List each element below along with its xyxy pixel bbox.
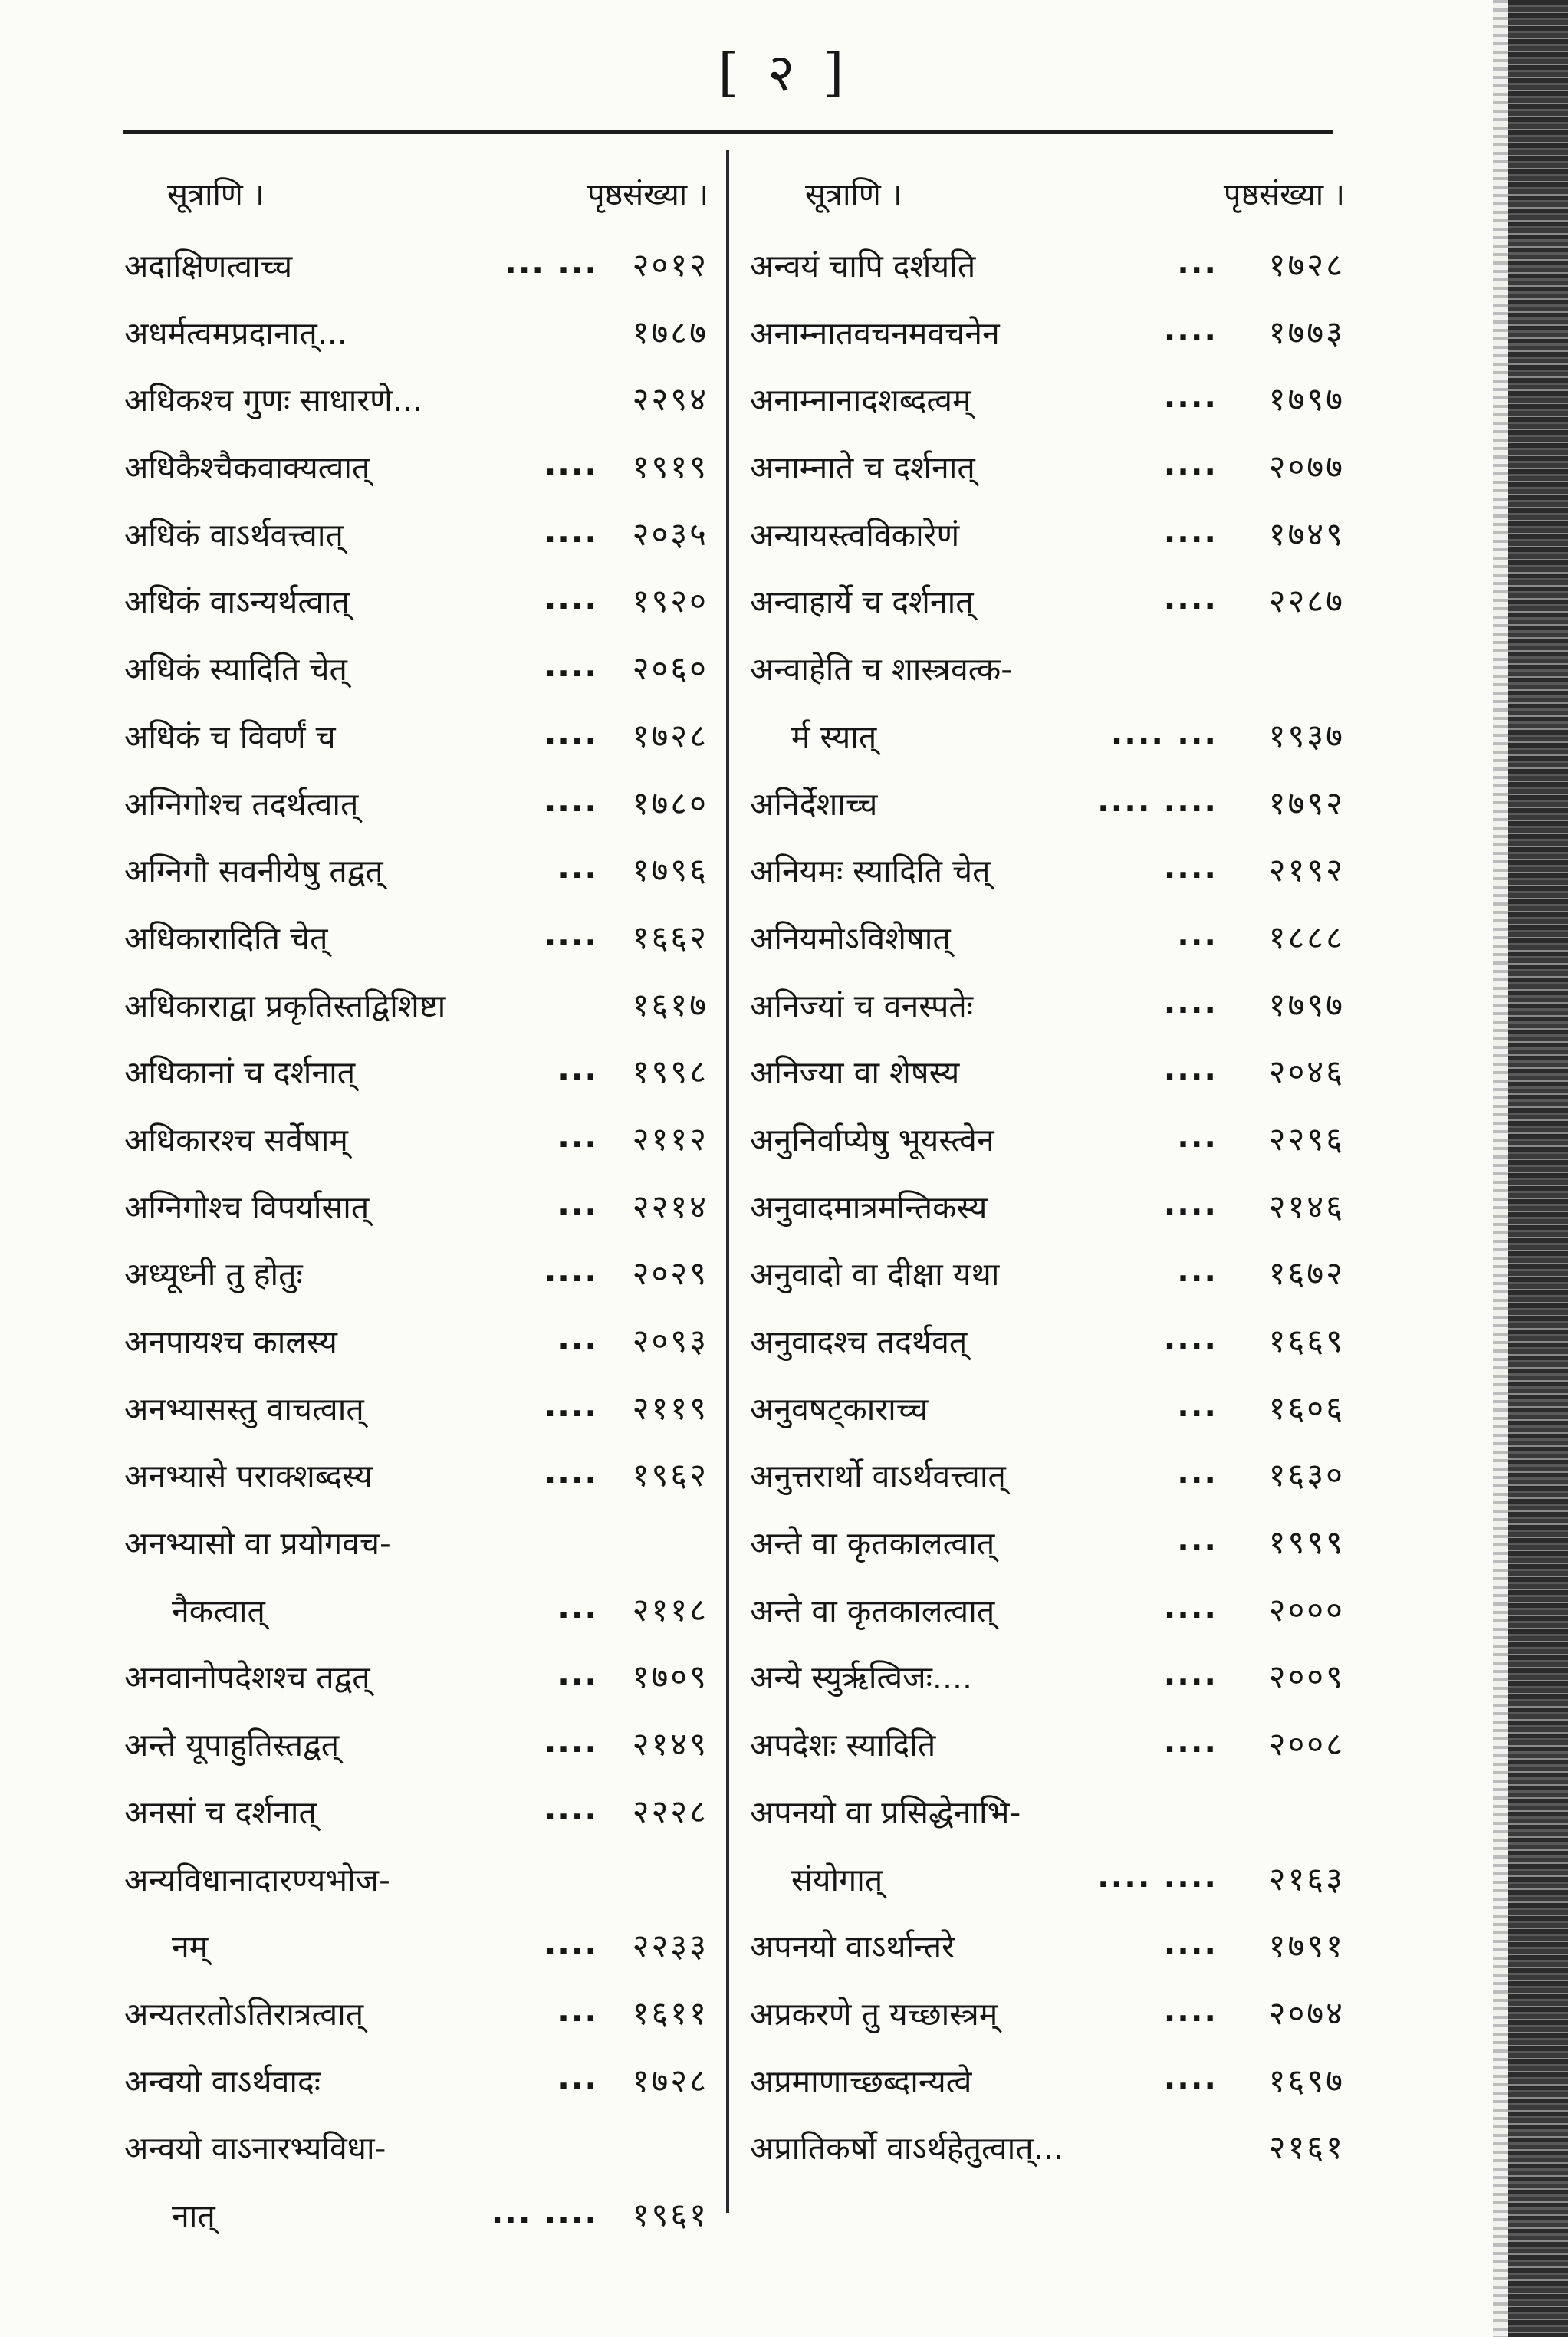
index-entry (744, 1172, 1349, 1239)
page-number-ref: १७२८ (1268, 246, 1345, 284)
index-entry (123, 1507, 713, 1575)
index-entry (123, 1440, 713, 1507)
sutra-text: अधिकं वाऽर्थवत्त्वात् (124, 516, 344, 554)
sutra-text: अधिकं स्यादिति चेत् (124, 651, 347, 689)
leader-dots: ... (557, 1655, 598, 1693)
leader-dots: .... (1163, 1588, 1218, 1625)
index-entry (744, 1642, 1349, 1709)
sutra-text: अनभ्यासस्तु वाचत्वात् (124, 1390, 364, 1428)
leader-dots: .... (1163, 1320, 1218, 1356)
sutra-text: अन्वयो वाऽनारभ्यविधा- (124, 2130, 386, 2168)
leader-dots: ... (557, 849, 598, 886)
sutra-text: अनिर्देशाच्च (750, 785, 878, 823)
index-entry (123, 1373, 713, 1441)
page-number-ref: २००९ (1268, 1658, 1345, 1696)
page-number-ref: २२३३ (632, 1927, 708, 1965)
index-entry (123, 1642, 713, 1709)
index-entry (744, 432, 1349, 499)
sutra-text: अन्ते वा कृतकालत्वात् (750, 1525, 995, 1563)
page-number-ref: २००० (1268, 1590, 1345, 1629)
index-entry (744, 566, 1349, 633)
leader-dots: ... (557, 1050, 598, 1088)
sutra-text: अन्ते यूपाहुतिस्तद्वत् (124, 1727, 340, 1764)
index-entry (123, 364, 713, 432)
page-number-ref: १७९२ (1268, 784, 1345, 822)
leader-dots: .... (544, 580, 598, 617)
sutra-text: अन्यतरतोऽतिरात्रत्वात् (124, 1995, 364, 2033)
sutra-text: नात् (172, 2197, 215, 2234)
leader-dots: .... (544, 1790, 598, 1827)
sutra-text: अन्वाहार्ये च दर्शनात् (750, 583, 974, 621)
right-column-header (744, 163, 1349, 230)
index-entry (744, 1238, 1349, 1306)
sutra-text: अनाम्नानादशब्दत्वम् (750, 382, 971, 419)
leader-dots: .... (544, 714, 598, 751)
sutra-text: अप्रकरणे तु यच्छास्त्रम् (750, 1995, 998, 2033)
sutra-text: अधिकारादिति चेत् (124, 919, 328, 957)
page-number-ref: १७८७ (632, 313, 708, 351)
sutra-text: अनभ्यासो वा प्रयोगवच- (124, 1525, 391, 1563)
sutra-text: अनसां च दर्शनात् (124, 1793, 317, 1831)
sutra-text: अनपायश्च कालस्य (124, 1323, 337, 1360)
page-count-heading: पृष्ठसंख्या । (1223, 177, 1345, 212)
page-number-ref: १७९६ (632, 851, 708, 889)
page-number-ref: २१४९ (632, 1725, 708, 1763)
index-entry (744, 1373, 1349, 1441)
index-entry (123, 1911, 713, 1978)
page-number-ref: २१६३ (1268, 1859, 1345, 1898)
index-entry (744, 297, 1349, 365)
sutra-text: अग्निगौ सवनीयेषु तद्वत् (124, 853, 383, 890)
sutra-text: अनाम्नाते च दर्शनात् (750, 449, 975, 487)
leader-dots: ... (1177, 1117, 1218, 1155)
page-number-ref: १७२८ (632, 716, 708, 754)
leader-dots: .... (1163, 1723, 1218, 1760)
sutra-text: अनिज्यां च वनस्पतेः (750, 987, 974, 1024)
leader-dots: ... .... (491, 2193, 598, 2230)
index-entry (123, 1172, 713, 1239)
page-edge-shadow (1493, 0, 1508, 2337)
leader-dots: .... .... (1097, 1857, 1218, 1895)
index-entry (744, 970, 1349, 1037)
index-entry (123, 432, 713, 499)
index-entry (123, 297, 713, 365)
leader-dots: .... (1163, 1185, 1218, 1222)
sutra-text: अन्यायस्त्वविकारेणं (750, 516, 960, 554)
index-entry (123, 1575, 713, 1642)
leader-dots: .... (1163, 311, 1218, 348)
leader-dots: ... (1177, 1386, 1218, 1424)
leader-dots: .... ... (1110, 714, 1218, 751)
sutra-text: अधिकानां च दर्शनात् (124, 1054, 356, 1092)
sutra-text: अपनयो वाऽर्थान्तरे (750, 1928, 955, 1966)
leader-dots: .... (1163, 512, 1218, 550)
index-entry (123, 2180, 713, 2247)
leader-dots: .... (544, 647, 598, 685)
page-number-ref: १६१७ (632, 985, 708, 1024)
page-number-ref: १९१९ (632, 448, 708, 486)
page-number-ref: १६०६ (1268, 1389, 1345, 1427)
index-entry (744, 633, 1349, 701)
left-column-header (123, 163, 713, 230)
right-entry-list (744, 230, 1349, 2180)
sutra-text: अन्वयं चापि दर्शयति (750, 248, 976, 284)
sutra-text: अन्ये स्युर्ऋत्विजः.... (750, 1659, 973, 1697)
index-entry (744, 1575, 1349, 1642)
index-entry (744, 499, 1349, 567)
page-number-ref: १९९८ (632, 1053, 708, 1091)
sutra-text: अनियमः स्यादिति चेत् (750, 853, 991, 890)
page-number-ref: १६११ (632, 1994, 708, 2032)
leader-dots: ... ... (505, 244, 598, 281)
page-number-ref: १७७३ (1268, 313, 1345, 351)
leader-dots: .... (544, 915, 598, 953)
page-number-ref: १८८८ (1268, 918, 1345, 956)
index-entry (744, 902, 1349, 970)
page-number-ref: २०७४ (1268, 1994, 1345, 2032)
left-entry-list (123, 230, 713, 2247)
sutra-text: अनियमोऽविशेषात् (750, 919, 951, 957)
leader-dots: .... (544, 1386, 598, 1424)
sutra-text: अग्निगोश्च विपर्यासात् (124, 1188, 370, 1226)
index-entry (744, 701, 1349, 768)
index-entry (123, 1104, 713, 1172)
page-number-ref: २०७७ (1268, 448, 1345, 486)
leader-dots: .... (544, 1252, 598, 1290)
index-entry (123, 1709, 713, 1777)
page-number: [ २ ] (718, 43, 850, 104)
leader-dots: ... (1177, 915, 1218, 953)
sutra-text: अधर्मत्वमप्रदानात्... (124, 314, 347, 352)
page-number-ref: २०२९ (632, 1254, 708, 1293)
index-entry (123, 902, 713, 970)
index-entry (123, 1844, 713, 1911)
sutra-text: संयोगात् (791, 1861, 883, 1898)
page-number-ref: १७४९ (1268, 514, 1345, 553)
index-entry (744, 1037, 1349, 1104)
leader-dots: ... (557, 1185, 598, 1222)
page-number-ref: २१९२ (1268, 851, 1345, 889)
leader-dots: ... (557, 1117, 598, 1155)
leader-dots: ... (1177, 1521, 1218, 1559)
leader-dots: ... (1177, 1454, 1218, 1491)
index-entry (744, 835, 1349, 902)
leader-dots: .... (1163, 445, 1218, 483)
column-divider (726, 150, 729, 2213)
sutra-text: अपदेशः स्यादिति (750, 1727, 936, 1764)
sutra-text: अप्रातिकर्षो वाऽर्थहेतुत्वात्... (750, 2130, 1063, 2168)
page-number-ref: १७२८ (632, 2061, 708, 2099)
sutra-text: अनुनिर्वाप्येषु भूयस्त्वेन (750, 1121, 994, 1159)
index-entry (744, 768, 1349, 836)
page-number-ref: १९२० (632, 582, 708, 620)
page-number-ref: १९६१ (632, 2195, 708, 2233)
page-number-ref: २११२ (632, 1119, 708, 1158)
page-number-ref: १६७२ (1268, 1254, 1345, 1293)
sutra-text: अधिकैश्चैकवाक्यत्वात् (124, 449, 370, 487)
leader-dots: ... (557, 1588, 598, 1625)
index-entry (744, 1306, 1349, 1373)
leader-dots: .... (1163, 849, 1218, 886)
page-number-ref: १६६९ (1268, 1322, 1345, 1359)
leader-dots: .... (1163, 378, 1218, 416)
sutra-text: अन्ते वा कृतकालत्वात् (750, 1592, 995, 1629)
leader-dots: .... (1163, 2059, 1218, 2096)
sutra-text: नम् (172, 1928, 209, 1966)
sutra-text: अन्वयो वाऽर्थवादः (124, 2063, 321, 2100)
leader-dots: .... (1163, 1991, 1218, 2029)
sutra-text: र्म स्यात् (791, 718, 877, 755)
page-number-ref: १६६२ (632, 918, 708, 956)
sutra-text: अप्रमाणाच्छब्दान्यत्वे (750, 2063, 972, 2100)
index-entry (123, 1037, 713, 1104)
index-entry (123, 2046, 713, 2113)
index-entry (123, 2112, 713, 2180)
index-entry (744, 2112, 1349, 2180)
index-entry (744, 2046, 1349, 2113)
page-number-ref: २०३५ (632, 514, 708, 553)
index-entry (123, 566, 713, 633)
page-number-ref: १७९७ (1268, 985, 1345, 1024)
right-column (744, 163, 1349, 2180)
sutra-text: अनवानोपदेशश्च तद्वत् (124, 1659, 370, 1697)
index-entry (123, 633, 713, 701)
index-entry (123, 768, 713, 836)
leader-dots: .... (544, 512, 598, 550)
page-number-ref: २१६१ (1268, 2128, 1345, 2167)
leader-dots: ... (1177, 244, 1218, 281)
sutra-text: अधिकं वाऽन्यर्थत्वात् (124, 583, 350, 621)
page-number-ref: २०१२ (632, 246, 708, 284)
sutra-text: नैकत्वात् (172, 1592, 265, 1629)
page-number-ref: १९९९ (1268, 1523, 1345, 1562)
page-number-ref: २२२८ (632, 1792, 708, 1830)
sutra-text: अनिज्या वा शेषस्य (750, 1054, 960, 1092)
leader-dots: .... (1163, 580, 1218, 617)
leader-dots: ... (1177, 1252, 1218, 1290)
index-entry (744, 1104, 1349, 1172)
leader-dots: .... (544, 781, 598, 819)
index-entry (123, 1238, 713, 1306)
leader-dots: .... (1163, 1050, 1218, 1088)
page-count-heading: पृष्ठसंख्या । (587, 177, 708, 212)
index-entry (744, 1507, 1349, 1575)
index-entry (744, 1777, 1349, 1844)
index-entry (744, 1978, 1349, 2046)
leader-dots: .... .... (1097, 781, 1218, 819)
leader-dots: ... (557, 1320, 598, 1356)
index-entry (744, 1844, 1349, 1911)
page-number-ref: २०४६ (1268, 1053, 1345, 1091)
sutra-text: अनुत्तरार्थो वाऽर्थवत्त्वात् (750, 1458, 1006, 1495)
binding-edge (1508, 0, 1568, 2337)
page-number-ref: २२९६ (1268, 1119, 1345, 1158)
page-number-ref: १७०९ (632, 1658, 708, 1696)
sutra-text: अध्यूध्नी तु होतुः (124, 1256, 303, 1293)
sutra-text: अन्वाहेति च शास्त्रवत्क- (750, 651, 1013, 689)
page-number-ref: २२१४ (632, 1187, 708, 1225)
sutra-text: अनुवषट्काराच्च (750, 1390, 929, 1428)
page-number-ref: १९३७ (1268, 716, 1345, 754)
index-entry (744, 1911, 1349, 1978)
sutra-text: अपनयो वा प्रसिद्धेनाभि- (750, 1793, 1021, 1831)
sutra-text: अनुवादमात्रमन्तिकस्य (750, 1188, 988, 1226)
page-number-ref: २०९३ (632, 1322, 708, 1359)
index-entry (744, 230, 1349, 297)
sutra-text: अधिकाराद्वा प्रकृतिस्तद्विशिष्टा (124, 987, 446, 1024)
page-number-ref: १६३० (1268, 1456, 1345, 1494)
sutra-heading: सूत्राणि । (167, 177, 265, 212)
sutra-text: अन्यविधानादारण्यभोज- (124, 1861, 390, 1898)
leader-dots: .... (544, 1723, 598, 1760)
sutra-text: अधिकं च विवर्णं च (124, 718, 336, 755)
leader-dots: .... (1163, 983, 1218, 1021)
left-column (123, 163, 713, 2247)
page-number-ref: १७८० (632, 784, 708, 822)
leader-dots: .... (544, 1924, 598, 1962)
page-number-ref: १७९१ (1268, 1927, 1345, 1965)
leader-dots: ... (557, 2059, 598, 2096)
page-number-ref: २२८७ (1268, 582, 1345, 620)
index-entry (744, 1709, 1349, 1777)
index-entry (744, 364, 1349, 432)
page-number-ref: २१४६ (1268, 1187, 1345, 1225)
page-number-ref: २००८ (1268, 1725, 1345, 1763)
index-entry (123, 970, 713, 1037)
top-rule (123, 130, 1333, 134)
leader-dots: .... (1163, 1924, 1218, 1962)
index-entry (123, 1777, 713, 1844)
sutra-text: अग्निगोश्च तदर्थत्वात् (124, 785, 359, 823)
leader-dots: .... (1163, 1655, 1218, 1693)
index-entry (123, 499, 713, 567)
sutra-text: अधिकारश्च सर्वेषाम् (124, 1121, 348, 1159)
page-number-ref: १९६२ (632, 1456, 708, 1494)
page-number-ref: २११८ (632, 1590, 708, 1629)
page-number-ref: १६९७ (1268, 2061, 1345, 2099)
sutra-text: अदाक्षिणत्वाच्च (124, 248, 293, 284)
sutra-text: अनभ्यासे पराक्शब्दस्य (124, 1458, 373, 1495)
index-entry (123, 701, 713, 768)
index-entry (123, 230, 713, 297)
sutra-text: अनुवादश्च तदर्थवत् (750, 1323, 968, 1360)
leader-dots: ... (557, 1991, 598, 2029)
sutra-heading: सूत्राणि । (805, 177, 902, 212)
index-entry (123, 1978, 713, 2046)
page-number-ref: २२९४ (632, 380, 708, 419)
leader-dots: .... (544, 445, 598, 483)
page-number-ref: २०६० (632, 649, 708, 688)
index-entry (744, 1440, 1349, 1507)
sutra-text: अधिकश्च गुणः साधारणे... (124, 382, 422, 419)
index-entry (123, 1306, 713, 1373)
page-number-ref: २११९ (632, 1389, 708, 1427)
sutra-text: अनाम्नातवचनमवचनेन (750, 314, 1000, 352)
page-number-ref: १७९७ (1268, 380, 1345, 419)
leader-dots: .... (544, 1454, 598, 1491)
sutra-text: अनुवादो वा दीक्षा यथा (750, 1256, 1000, 1293)
index-entry (123, 835, 713, 902)
